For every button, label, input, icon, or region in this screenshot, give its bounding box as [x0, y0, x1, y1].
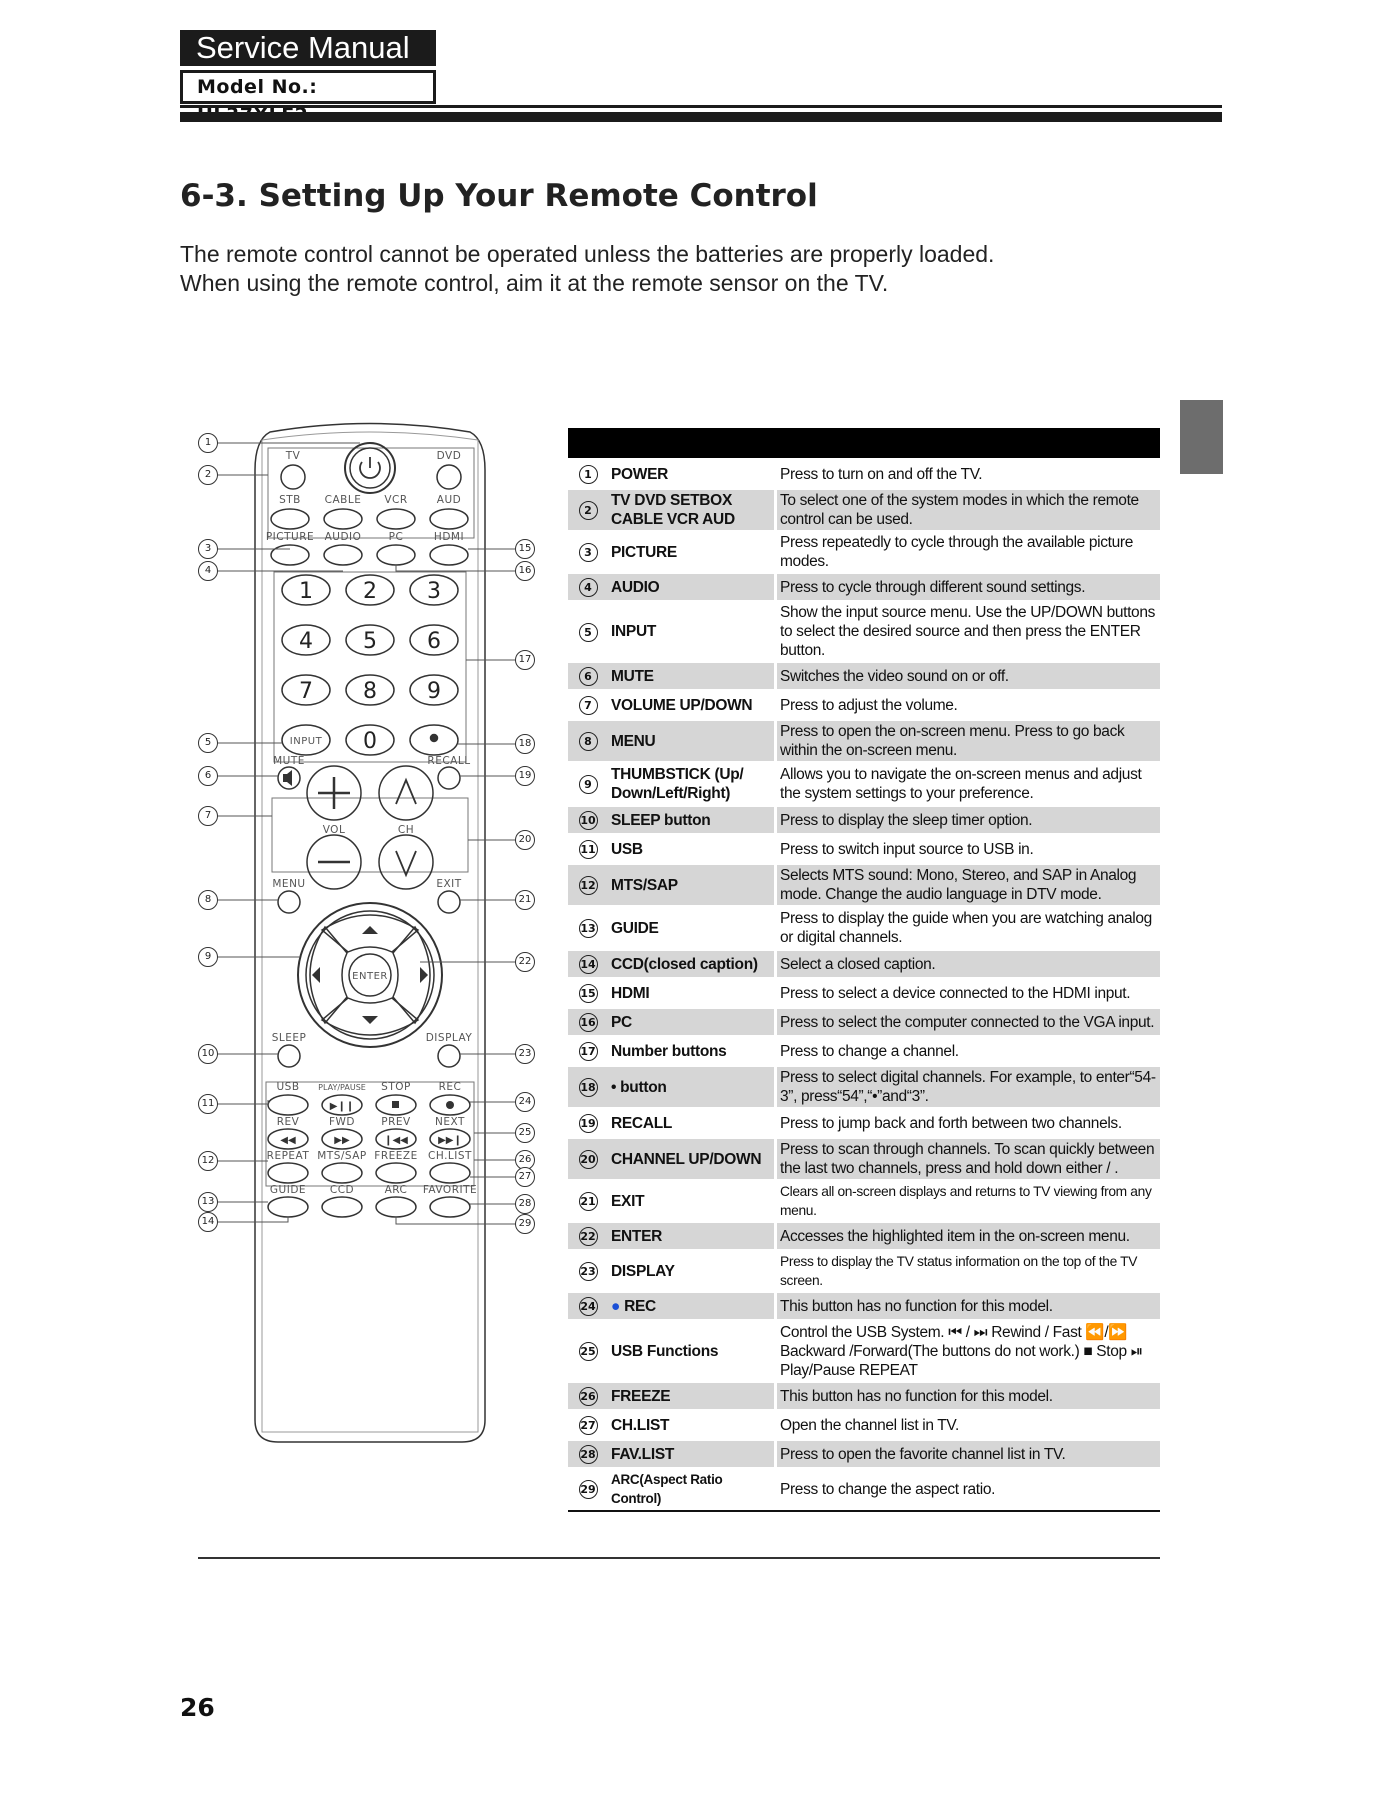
label-digit-3: 3: [427, 579, 441, 604]
key-name: [608, 663, 777, 689]
table-row: [568, 1412, 1160, 1438]
table-row: [568, 1067, 1160, 1107]
key-name-text: THUMBSTICK (Up/ Down/Left/Right): [611, 766, 744, 802]
key-description: Clears all on-screen displays and returns to TV viewing from any menu.: [780, 1184, 1152, 1218]
chapter-tab-marker: [1180, 400, 1223, 474]
label-guide: GUIDE: [269, 1184, 307, 1196]
key-name-text: PICTURE: [611, 543, 677, 561]
key-description: This button has no function for this model.: [777, 1383, 1160, 1409]
key-description: Press to change a channel.: [780, 1042, 959, 1060]
key-name-text: CHANNEL UP/DOWN: [611, 1150, 762, 1168]
key-name-text: MUTE: [611, 667, 654, 685]
key-name-text: AUDIO: [611, 578, 660, 596]
callout-number: 10: [198, 1044, 218, 1064]
key-name-text: • button: [611, 1078, 667, 1096]
label-exit: EXIT: [436, 878, 462, 890]
label-dvd: DVD: [436, 450, 462, 462]
row-number: [568, 865, 608, 905]
key-name-text: EXIT: [611, 1192, 645, 1210]
key-description: Press to switch input source to USB in.: [780, 840, 1034, 858]
key-description: Control the USB System. ⏮ / ⏭ Rewind / Fast ⏪/⏩ Backward /Forward(The buttons do not work.) ■ Stop ⏯ Play/Pause REPEAT: [780, 1323, 1143, 1379]
key-name: [608, 574, 777, 600]
key-name: [608, 980, 777, 1006]
key-description: Allows you to navigate the on-screen menus and adjust the system settings to your preference.: [780, 766, 1142, 802]
key-name-text: USB: [611, 840, 643, 858]
table-row: [568, 764, 1160, 804]
key-name: [608, 1383, 777, 1409]
label-stop: STOP: [381, 1081, 411, 1093]
row-number: [568, 764, 608, 804]
key-description: Selects MTS sound: Mono, Stereo, and SAP in Analog mode. Change the audio language in DTV mode.: [777, 865, 1160, 905]
row-number: [568, 836, 608, 862]
callout-number: 15: [515, 539, 535, 559]
callout-number: 25: [515, 1123, 535, 1143]
svg-text:▶▶: ▶▶: [334, 1135, 350, 1146]
label-arc: ARC: [384, 1184, 408, 1196]
key-name-text: RECALL: [611, 1114, 673, 1132]
key-name-text: FAV.LIST: [611, 1445, 675, 1463]
key-name: [608, 764, 777, 804]
label-audio: AUDIO: [324, 531, 362, 543]
label-ch-list: CH.LIST: [428, 1150, 472, 1162]
callout-number: 12: [198, 1151, 218, 1171]
table-row: [568, 663, 1160, 689]
row-number-badge: 29: [579, 1480, 598, 1499]
key-description: Press to select digital channels. For example, to enter“54-3”, press“54”,“•”and“3”.: [777, 1067, 1160, 1107]
key-name: [608, 1223, 777, 1249]
label-digit-6: 6: [427, 629, 441, 654]
key-description: Select a closed caption.: [777, 951, 1160, 977]
row-number: [568, 1038, 608, 1064]
key-name-text: SLEEP button: [611, 811, 711, 829]
row-number: [568, 1223, 608, 1249]
row-number-badge: 22: [579, 1227, 598, 1246]
svg-text:◀◀: ◀◀: [280, 1135, 296, 1146]
table-row: [568, 1139, 1160, 1179]
label-digit-9: 9: [427, 679, 441, 704]
svg-text:❙◀◀: ❙◀◀: [384, 1135, 408, 1146]
label-next: NEXT: [435, 1116, 465, 1128]
callout-number: 4: [198, 561, 218, 581]
key-description: Switches the video sound on or off.: [777, 663, 1160, 689]
label-fwd: FWD: [328, 1116, 356, 1128]
table-row: [568, 1383, 1160, 1409]
exit-button: [438, 891, 460, 913]
label-menu: MENU: [272, 878, 306, 890]
label-digit-4: 4: [299, 629, 313, 654]
key-name: [608, 603, 777, 660]
key-name: [608, 1252, 777, 1290]
callout-number: 3: [198, 539, 218, 559]
callout-number: 21: [515, 890, 535, 910]
repeat-button: [268, 1163, 308, 1183]
label-pc: PC: [388, 531, 404, 543]
key-name: [608, 1322, 777, 1380]
table-row: [568, 721, 1160, 761]
callout-number: 28: [515, 1194, 535, 1214]
audio-button: [324, 545, 362, 565]
callout-number: 17: [515, 650, 535, 670]
row-number-badge: 28: [579, 1445, 598, 1464]
row-number: [568, 1412, 608, 1438]
label-favorite: FAVORITE: [422, 1184, 478, 1196]
table-row: [568, 1110, 1160, 1136]
row-number-badge: 21: [579, 1192, 598, 1211]
row-number-badge: 15: [579, 984, 598, 1003]
table-row: [568, 1470, 1160, 1508]
label-display: DISPLAY: [425, 1032, 473, 1044]
footer-rule: [198, 1557, 1160, 1559]
favorite-button: [430, 1197, 470, 1217]
callout-number: 26: [515, 1150, 535, 1170]
callout-number: 8: [198, 890, 218, 910]
row-number: [568, 461, 608, 487]
rec-dot-icon: ●: [611, 1297, 625, 1315]
callout-number: 18: [515, 734, 535, 754]
row-number-badge: 8: [579, 732, 598, 751]
vcr-button: [377, 509, 415, 529]
key-name-text: HDMI: [611, 984, 650, 1002]
row-number: [568, 1252, 608, 1290]
model-number: Model No.:: [180, 70, 436, 104]
key-name: [608, 1038, 777, 1064]
table-row: [568, 1252, 1160, 1290]
row-number-badge: 2: [579, 501, 598, 520]
label-ch: CH: [397, 824, 415, 836]
label-mts-sap: MTS/SAP: [317, 1150, 367, 1162]
row-number-badge: 5: [579, 623, 598, 642]
table-row: [568, 980, 1160, 1006]
label-tv: TV: [285, 450, 301, 462]
remote-control-diagram: [185, 420, 555, 1460]
table-header-bar: [568, 428, 1160, 458]
table-row: [568, 490, 1160, 530]
key-name-text: VOLUME UP/DOWN: [611, 696, 753, 714]
label-sleep: SLEEP: [271, 1032, 307, 1044]
label-repeat: REPEAT: [266, 1150, 310, 1162]
cable-button: [324, 509, 362, 529]
row-number-badge: 4: [579, 578, 598, 597]
key-name: [608, 836, 777, 862]
hdmi-button: [430, 545, 468, 565]
callout-number: 11: [198, 1094, 218, 1114]
row-number-badge: 10: [579, 811, 598, 830]
aud-button: [430, 509, 468, 529]
table-row: [568, 574, 1160, 600]
callout-number: 9: [198, 947, 218, 967]
label-vcr: VCR: [384, 494, 408, 506]
label-enter: ENTER: [352, 971, 388, 982]
callout-number: 23: [515, 1044, 535, 1064]
row-number-badge: 7: [579, 696, 598, 715]
recall-button: [438, 767, 460, 789]
label-ccd: CCD: [329, 1184, 355, 1196]
label-digit-7: 7: [299, 679, 313, 704]
key-description: Press to open the favorite channel list in TV.: [777, 1441, 1160, 1467]
row-number: [568, 1293, 608, 1319]
row-number-badge: 23: [579, 1262, 598, 1281]
row-number: [568, 1110, 608, 1136]
label-usb: USB: [276, 1081, 300, 1093]
key-name-text: REC: [624, 1297, 656, 1315]
key-name: [608, 692, 777, 718]
table-row: [568, 1009, 1160, 1035]
key-description: Press to select the computer connected to the VGA input.: [777, 1009, 1160, 1035]
key-description: Press repeatedly to cycle through the available picture modes.: [780, 534, 1133, 570]
row-number-badge: 26: [579, 1387, 598, 1406]
row-number-badge: 6: [579, 667, 598, 686]
key-name: [608, 533, 777, 571]
row-number: [568, 533, 608, 571]
intro-line-2: When using the remote control, aim it at the remote sensor on the TV.: [180, 270, 889, 296]
table-row: [568, 807, 1160, 833]
label-freeze: FREEZE: [374, 1150, 418, 1162]
key-description: Press to turn on and off the TV.: [780, 465, 983, 483]
stb-button: [271, 509, 309, 529]
section-title: 6-3. Setting Up Your Remote Control: [180, 178, 818, 214]
key-description: Show the input source menu. Use the UP/DOWN buttons to select the desired source and then press the ENTER button.: [780, 604, 1156, 659]
label-vol: VOL: [322, 824, 346, 836]
row-number-badge: 16: [579, 1013, 598, 1032]
callout-number: 6: [198, 766, 218, 786]
row-number-badge: 27: [579, 1416, 598, 1435]
key-name: [608, 1110, 777, 1136]
usb-button: [268, 1095, 308, 1115]
callout-number: 13: [198, 1192, 218, 1212]
callout-number: 2: [198, 465, 218, 485]
label-aud: AUD: [436, 494, 462, 506]
key-description: Press to display the sleep timer option.: [777, 807, 1160, 833]
row-number-badge: 14: [579, 955, 598, 974]
guide-button: [268, 1197, 308, 1217]
row-number: [568, 603, 608, 660]
key-name-text: POWER: [611, 465, 669, 483]
table-row: [568, 1182, 1160, 1220]
key-name-text: USB Functions: [611, 1342, 719, 1360]
label-hdmi: HDMI: [433, 531, 465, 543]
label-digit-2: 2: [363, 579, 377, 604]
key-name: [608, 1293, 777, 1319]
label-digit-0: 0: [363, 729, 377, 754]
header-rule-thin: [180, 105, 1222, 108]
label-mute: MUTE: [273, 755, 305, 767]
table-row: [568, 908, 1160, 948]
table-row: [568, 836, 1160, 862]
key-name: [608, 865, 777, 905]
callout-number: 20: [515, 830, 535, 850]
row-number: [568, 908, 608, 948]
row-number-badge: 24: [579, 1297, 598, 1316]
key-name-text: INPUT: [611, 623, 657, 640]
key-description: Press to scan through channels. To scan quickly between the last two channels, press and hold down either / .: [777, 1139, 1160, 1179]
table-row: [568, 1293, 1160, 1319]
callout-number: 7: [198, 806, 218, 826]
header-title: Service Manual: [180, 30, 436, 66]
key-function-table: [568, 428, 1160, 1512]
key-name-text: MENU: [611, 732, 656, 750]
page-number: 26: [180, 1693, 215, 1722]
row-number: [568, 490, 608, 530]
label-play-pause: PLAY/PAUSE: [318, 1083, 366, 1092]
menu-button: [278, 891, 300, 913]
key-name: [608, 1009, 777, 1035]
key-name-text: ARC(Aspect Ratio Control): [611, 1472, 723, 1506]
table-row: [568, 865, 1160, 905]
key-name-text: FREEZE: [611, 1387, 671, 1405]
table-row: [568, 951, 1160, 977]
key-description: Press to display the TV status information on the top of the TV screen.: [780, 1254, 1138, 1288]
key-name-text: CCD(closed caption): [611, 955, 758, 973]
row-number-badge: 9: [579, 775, 598, 794]
callout-number: 19: [515, 766, 535, 786]
table-bottom-rule: [568, 1510, 1160, 1512]
key-description: Open the channel list in TV.: [780, 1416, 959, 1434]
key-name-text: GUIDE: [611, 919, 659, 937]
key-name-text: DISPLAY: [611, 1262, 675, 1280]
arc-button: [376, 1197, 416, 1217]
row-number: [568, 1067, 608, 1107]
mts-sap-button: [322, 1163, 362, 1183]
row-number: [568, 1009, 608, 1035]
callout-number: 24: [515, 1092, 535, 1112]
key-description: Press to select a device connected to the HDMI input.: [780, 984, 1131, 1002]
table-row: [568, 1441, 1160, 1467]
channel-up-button: [379, 766, 433, 820]
callout-number: 14: [198, 1212, 218, 1232]
channel-down-button: [379, 835, 433, 889]
key-description: Press to change the aspect ratio.: [780, 1480, 996, 1498]
row-number: [568, 574, 608, 600]
header-rule-thick: [180, 112, 1222, 122]
row-number: [568, 807, 608, 833]
label-rec: REC: [438, 1081, 462, 1093]
key-table: [568, 458, 1160, 1511]
intro-text: [180, 240, 994, 298]
row-number: [568, 951, 608, 977]
intro-line-1: The remote control cannot be operated unless the batteries are properly loaded.: [180, 241, 995, 267]
table-row: [568, 461, 1160, 487]
tv-button: [281, 465, 305, 489]
sleep-button: [278, 1045, 300, 1067]
key-name-text: MTS/SAP: [611, 876, 678, 894]
key-description: This button has no function for this model.: [777, 1293, 1160, 1319]
table-row: [568, 1223, 1160, 1249]
label-picture: PICTURE: [265, 531, 315, 543]
key-name-text: ENTER: [611, 1227, 663, 1245]
svg-text:▶▶❙: ▶▶❙: [438, 1135, 462, 1146]
picture-button: [271, 545, 309, 565]
row-number: [568, 1383, 608, 1409]
key-name: [608, 1470, 777, 1508]
key-description: Press to jump back and forth between two channels.: [780, 1114, 1122, 1132]
row-number-badge: 19: [579, 1114, 598, 1133]
row-number: [568, 692, 608, 718]
label-digit-8: 8: [363, 679, 377, 704]
label-input: INPUT: [289, 736, 323, 747]
ch-list-button: [430, 1163, 470, 1183]
pc-button: [377, 545, 415, 565]
table-row: [568, 1322, 1160, 1380]
key-name: [608, 1067, 777, 1107]
callout-number: 1: [198, 433, 218, 453]
label-digit-5: 5: [363, 629, 377, 654]
label-recall: RECALL: [427, 755, 471, 767]
row-number-badge: 17: [579, 1042, 598, 1061]
key-name: [608, 1412, 777, 1438]
callout-number: 22: [515, 952, 535, 972]
row-number-badge: 13: [579, 919, 598, 938]
key-name-text: Number buttons: [611, 1042, 727, 1060]
row-number-badge: 25: [579, 1342, 598, 1361]
key-description: To select one of the system modes in which the remote control can be used.: [777, 490, 1160, 530]
svg-text:▶❙❙: ▶❙❙: [329, 1101, 355, 1112]
key-name: [608, 908, 777, 948]
row-number-badge: 3: [579, 543, 598, 562]
row-number-badge: 1: [579, 465, 598, 484]
key-name: [608, 1139, 777, 1179]
key-name: [608, 1441, 777, 1467]
key-description: Press to display the guide when you are watching analog or digital channels.: [780, 910, 1152, 946]
ccd-button: [322, 1197, 362, 1217]
table-row: [568, 603, 1160, 660]
key-name-text: TV DVD SETBOX CABLE VCR AUD: [611, 492, 735, 528]
key-name: [608, 807, 777, 833]
row-number-badge: 18: [579, 1078, 598, 1097]
table-row: [568, 533, 1160, 571]
freeze-button: [376, 1163, 416, 1183]
row-number: [568, 1182, 608, 1220]
key-name: [608, 721, 777, 761]
key-description: Press to adjust the volume.: [780, 696, 958, 714]
key-name-text: PC: [611, 1013, 632, 1031]
key-description: Accesses the highlighted item in the on-screen menu.: [777, 1223, 1160, 1249]
row-number: [568, 1322, 608, 1380]
row-number: [568, 1470, 608, 1508]
row-number: [568, 980, 608, 1006]
callout-number: 27: [515, 1167, 535, 1187]
row-number-badge: 12: [579, 876, 598, 895]
key-name: [608, 951, 777, 977]
key-description: Press to open the on-screen menu. Press to go back within the on-screen menu.: [777, 721, 1160, 761]
key-description: Press to cycle through different sound settings.: [777, 574, 1160, 600]
label-digit-1: 1: [299, 579, 313, 604]
row-number-badge: 11: [579, 840, 598, 859]
callout-number: 29: [515, 1214, 535, 1234]
table-row: [568, 692, 1160, 718]
row-number-badge: 20: [579, 1150, 598, 1169]
label-cable: CABLE: [324, 494, 362, 506]
display-button: [438, 1045, 460, 1067]
dvd-button: [437, 465, 461, 489]
label-prev: PREV: [381, 1116, 411, 1128]
row-number: [568, 1441, 608, 1467]
key-name: [608, 490, 777, 530]
key-name: [608, 461, 777, 487]
row-number: [568, 663, 608, 689]
callout-number: 5: [198, 733, 218, 753]
key-name-text: CH.LIST: [611, 1416, 670, 1434]
row-number: [568, 721, 608, 761]
key-name: [608, 1182, 777, 1220]
table-row: [568, 1038, 1160, 1064]
callout-number: 16: [515, 561, 535, 581]
label-stb: STB: [279, 494, 301, 506]
label-rev: REV: [276, 1116, 300, 1128]
row-number: [568, 1139, 608, 1179]
